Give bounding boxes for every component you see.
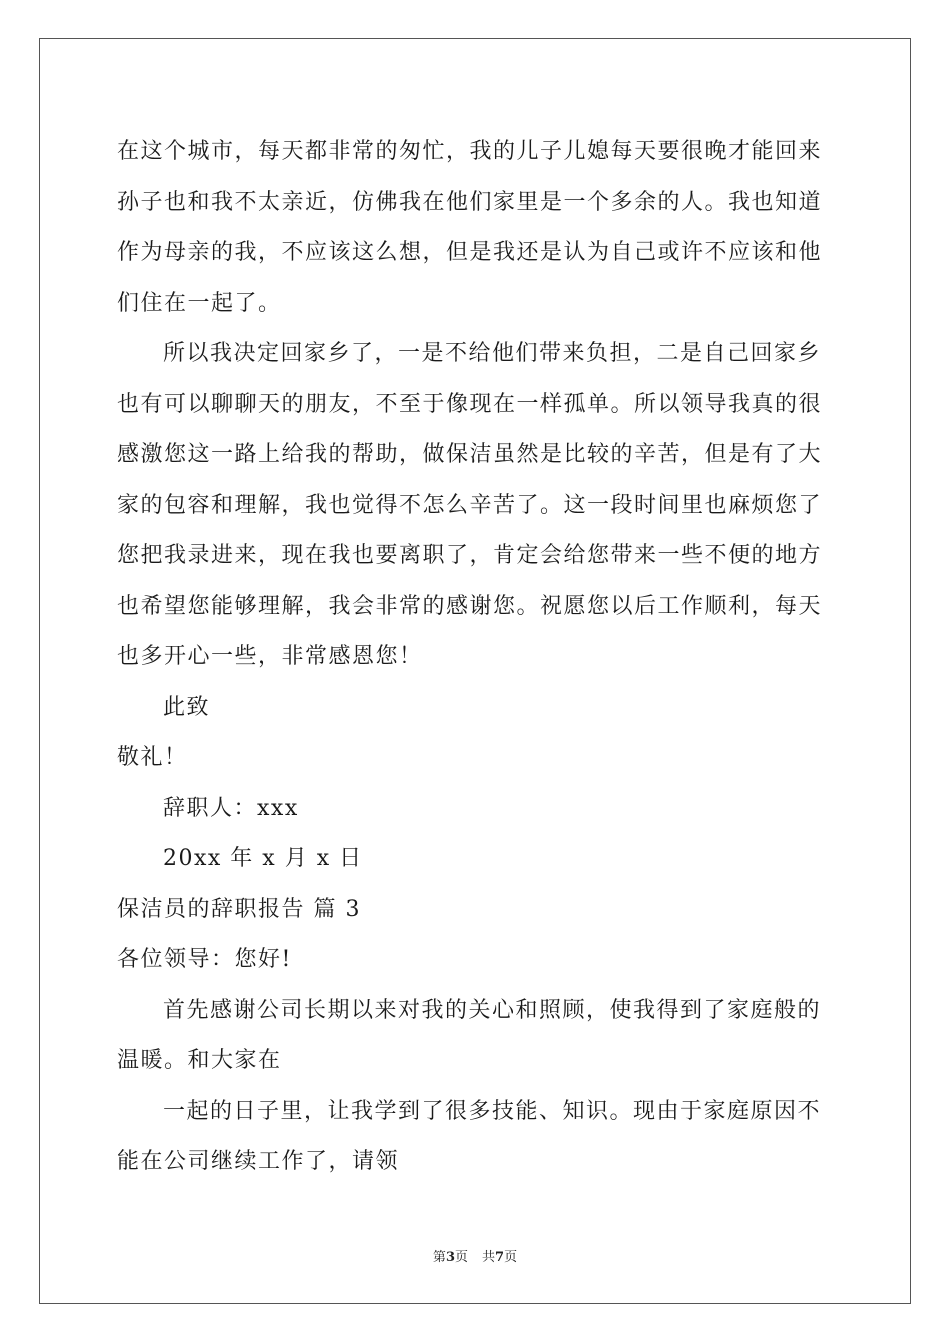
text-line: 您把我录进来，现在我也要离职了，肯定会给您带来一些不便的地方 bbox=[117, 543, 823, 568]
closing-salutation: 此致 bbox=[163, 694, 211, 720]
text-line: 作为母亲的我，不应该这么想，但是我还是认为自己或许不应该和他 bbox=[117, 240, 823, 265]
section-title: 保洁员的辞职报告 篇 3 bbox=[117, 896, 361, 922]
page-total: 7 bbox=[495, 1250, 505, 1265]
page-footer bbox=[0, 1246, 950, 1265]
text-line: 在这个城市，每天都非常的匆忙，我的儿子儿媳每天要很晚才能回来 bbox=[117, 139, 823, 164]
text-line: 所以我决定回家乡了，一是不给他们带来负担，二是自己回家乡 bbox=[163, 341, 822, 366]
text-line: 也多开心一些，非常感恩您！ bbox=[117, 644, 423, 669]
text-line: 能在公司继续工作了，请领 bbox=[117, 1149, 400, 1174]
text-line: 感激您这一路上给我的帮助，做保洁虽然是比较的辛苦，但是有了大 bbox=[117, 442, 823, 467]
text-line: 们住在一起了。 bbox=[117, 290, 282, 316]
text-line: 家的包容和理解，我也觉得不怎么辛苦了。这一段时间里也麻烦您了 bbox=[117, 492, 823, 518]
page-current: 3 bbox=[445, 1250, 455, 1265]
page-suffix: 页 bbox=[454, 1250, 468, 1265]
date-line: 20xx 年 x 月 x 日 bbox=[163, 846, 363, 871]
text-line: 温暖。和大家在 bbox=[117, 1048, 282, 1073]
total-prefix: 共 bbox=[482, 1250, 496, 1265]
closing-regards: 敬礼！ bbox=[117, 745, 188, 770]
text-line: 首先感谢公司长期以来对我的关心和照顾，使我得到了家庭般的 bbox=[163, 997, 822, 1023]
greeting-line: 各位领导：您好! bbox=[117, 947, 292, 972]
document-body bbox=[117, 127, 833, 1188]
text-line: 也有可以聊聊天的朋友，不至于像现在一样孤单。所以领导我真的很 bbox=[117, 391, 823, 417]
page-prefix: 第 bbox=[432, 1250, 446, 1265]
text-line: 孙子也和我不太亲近，仿佛我在他们家里是一个多余的人。我也知道 bbox=[117, 189, 823, 215]
total-suffix: 页 bbox=[504, 1250, 518, 1265]
signature-line: 辞职人：xxx bbox=[163, 795, 299, 821]
text-line: 也希望您能够理解，我会非常的感谢您。祝愿您以后工作顺利，每天 bbox=[117, 593, 823, 619]
text-line: 一起的日子里，让我学到了很多技能、知识。现由于家庭原因不 bbox=[163, 1098, 822, 1124]
